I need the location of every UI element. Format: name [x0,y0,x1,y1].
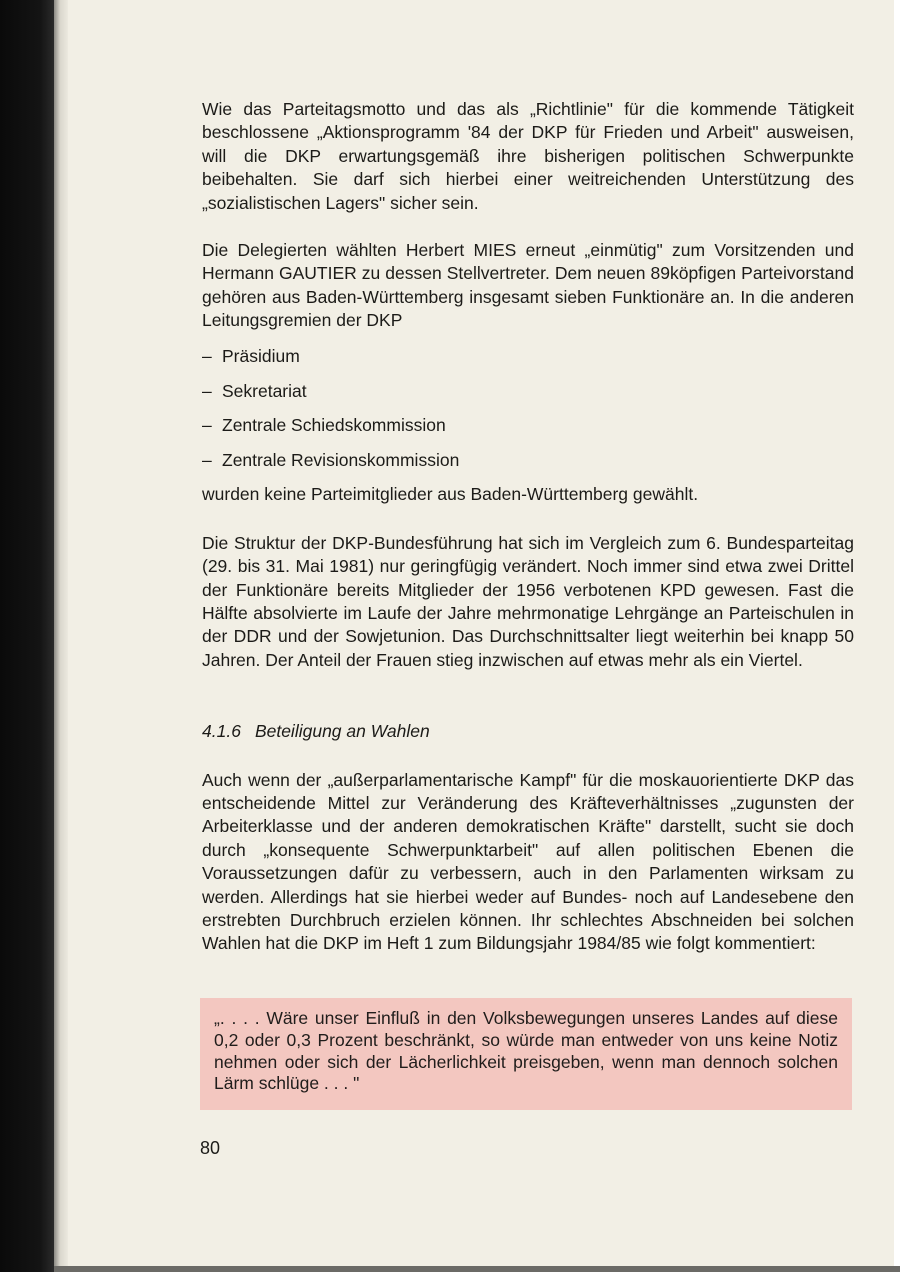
page-right-margin [894,0,900,1272]
book-binding [0,0,54,1272]
list-item: – Präsidium [202,345,854,368]
list-item: – Zentrale Revisionskommission [202,449,854,472]
highlighted-quote: „. . . . Wäre unser Einfluß in den Volksbewegungen unseres Landes auf diese 0,2 oder 0,3 Prozent beschränkt, so würde man entweder von uns keine Notiz nehmen oder sich der Lächerlichkeit preisgeben, wenn man dennoch solchen Lärm schlüge . . . " [200,998,852,1110]
paragraph-5: Auch wenn der „außerparlamentarische Kampf" für die moskauorientierte DKP das entscheidende Mittel zur Veränderung des Kräfteverhältnisses „zugunsten der Arbeiterklasse und der anderen demokratischen Kräfte" darstellt, sucht sie doch durch „konsequente Schwerpunktarbeit" auf allen politischen Ebenen die Voraussetzungen dafür zu verbessern, auch in den Parlamenten wirksam zu werden. Allerdings hat sie hierbei weder auf Bundes- noch auf Landesebene den erstrebten Durchbruch erzielen können. Ihr schlechtes Abschneiden bei solchen Wahlen hat die DKP im Heft 1 zum Bildungsjahr 1984/85 wie folgt kommentiert: [202,769,854,954]
list-dash: – [202,345,212,366]
list-item: – Zentrale Schiedskommission [202,414,854,437]
list-item: – Sekretariat [202,380,854,403]
paragraph-3: wurden keine Parteimitglieder aus Baden-Württemberg gewählt. [202,484,699,505]
list-dash: – [202,450,212,471]
list-dash: – [202,415,212,436]
paragraph-4: Die Struktur der DKP-Bundesführung hat sich im Vergleich zum 6. Bundesparteitag (29. bis 31. Mai 1981) nur geringfügig verändert. Noch immer sind etwa zwei Drittel der Funktionäre bereits Mitglieder der 1956 verbotenen KPD gewesen. Fast die Hälfte absolvierte im Laufe der Jahre mehrmonatige Lehrgänge an Parteischulen in der DDR und der Sowjetunion. Das Durchschnittsalter liegt weiterhin bei knapp 50 Jahren. Der Anteil der Frauen stieg inzwischen auf etwas mehr als ein Viertel. [202,532,854,670]
paragraph-2: Die Delegierten wählten Herbert MIES erneut „einmütig" zum Vorsitzenden und Hermann GAUTIER zu dessen Stellvertreter. Dem neuen 89köpfigen Parteivorstand gehören aus Baden-Württemberg insgesamt sieben Funktionäre an. In die anderen Leitungsgremien der DKP [202,240,854,331]
page-body [202,98,854,956]
binding-shadow [54,0,68,1272]
section-title: Beteiligung an Wahlen [254,721,430,742]
list-dash: – [202,380,212,401]
paragraph-1: Wie das Parteitagsmotto und das als „Richtlinie" für die kommende Tätigkeit beschlossene „Aktionsprogramm '84 der DKP für Frieden und Arbeit" ausweisen, will die DKP erwartungsgemäß ihre bisherigen politischen Schwerpunkte beibehalten. Sie darf sich hierbei einer weitreichenden Unterstützung des „sozialistischen Lagers" sicher sein. [202,99,854,213]
section-number: 4.1.6 [202,721,241,742]
section-heading [202,720,854,743]
committee-list [202,345,854,473]
page-bottom-edge [54,1266,900,1272]
page-number: 80 [200,1138,221,1158]
